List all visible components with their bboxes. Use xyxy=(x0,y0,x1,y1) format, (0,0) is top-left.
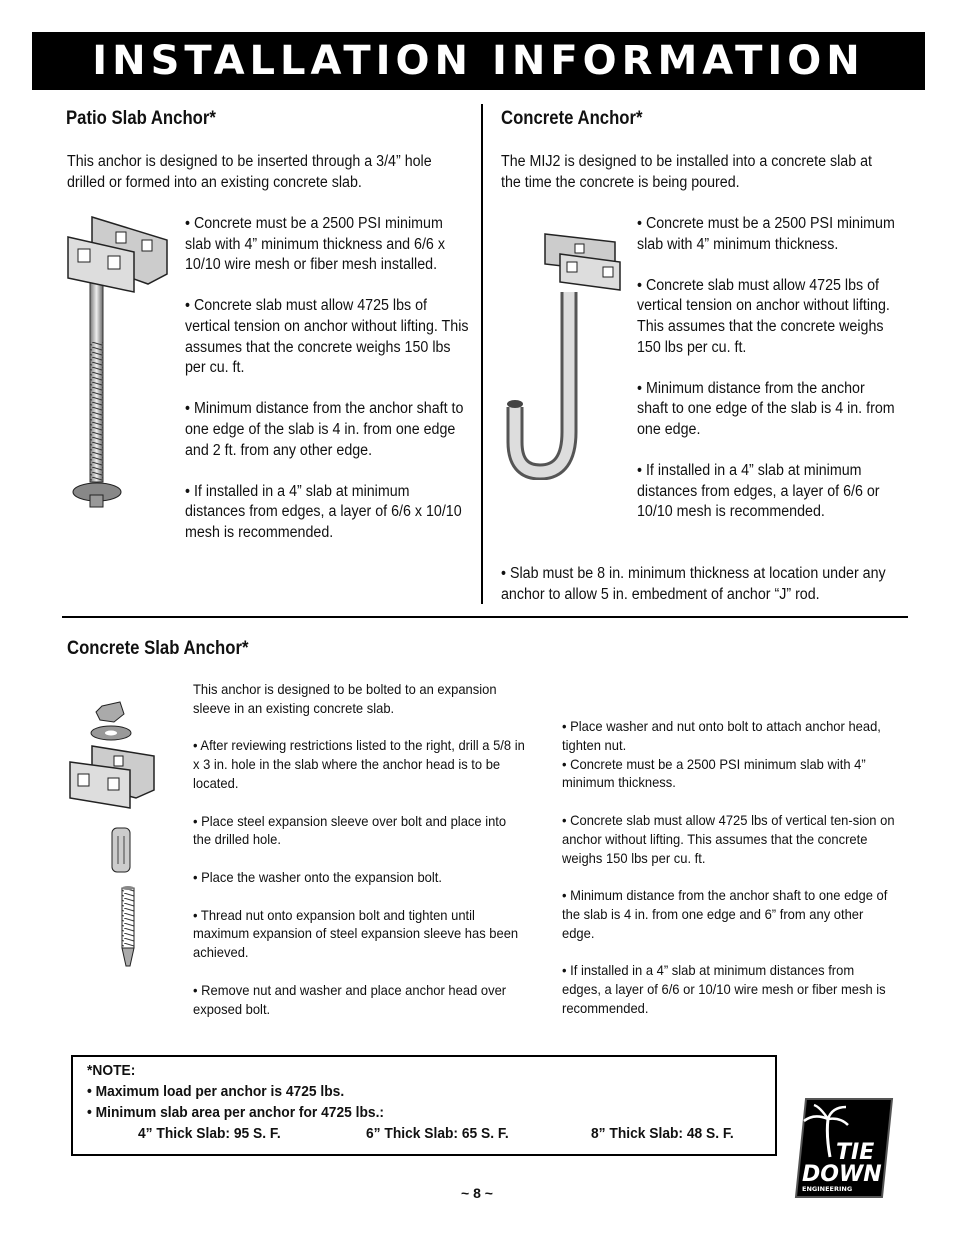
concrete-footer: • Slab must be 8 in. minimum thickness at location under any anchor to allow 5 in. embedment of anchor “J” rod. xyxy=(501,565,886,603)
slab-right-paragraph: • Place washer and nut onto bolt to attach anchor head, tighten nut. xyxy=(562,719,881,753)
slab-left-paragraph: • Place steel expansion sleeve over bolt and place into the drilled hole. xyxy=(193,813,507,848)
patio-bullet: • Concrete slab must allow 4725 lbs of vertical tension on anchor without lifting. This assumes that the concrete weighs 150 lbs per cu. ft. xyxy=(185,297,469,377)
logo-tie: TIE xyxy=(836,1140,875,1165)
slab-right-paragraph: • If installed in a 4” slab at minimum distances from edges, a layer of 6/6 or 10/10 wire mesh or fiber mesh is recommended. xyxy=(562,963,886,1016)
section-divider xyxy=(62,616,908,618)
concrete-heading: Concrete Anchor* xyxy=(501,108,643,129)
patio-intro: This anchor is designed to be inserted through a 3/4” hole drilled or formed into an existing concrete slab. xyxy=(67,153,432,191)
slab-right-paragraph: • Concrete must be a 2500 PSI minimum slab with 4” minimum thickness. xyxy=(562,756,866,791)
page-number: ~ 8 ~ xyxy=(461,1185,493,1201)
j-anchor-illustration xyxy=(505,222,625,480)
patio-anchor-illustration xyxy=(62,212,180,514)
concrete-bullet: • Concrete must be a 2500 PSI minimum slab with 4” minimum thickness. xyxy=(637,215,895,253)
slab-left-text xyxy=(193,681,528,1019)
logo-down: DOWN xyxy=(802,1162,882,1187)
concrete-bullet: • Concrete slab must allow 4725 lbs of vertical tension on anchor without lifting. This assumes that the concrete weighs 150 lbs per cu. ft. xyxy=(637,276,890,356)
slab-left-paragraph: • Remove nut and washer and place anchor head over exposed bolt. xyxy=(193,982,507,1017)
note-max-load: • Maximum load per anchor is 4725 lbs. xyxy=(87,1083,345,1100)
expansion-sleeve-icon xyxy=(112,828,130,872)
expansion-bolt-icon xyxy=(122,888,134,948)
slab-right-paragraph: • Minimum distance from the anchor shaft to one edge of the slab is 4 in. from one edge and 6” from any other edge. xyxy=(562,888,888,941)
slab-left-paragraph: • Place the washer onto the expansion bolt. xyxy=(193,869,442,885)
title-banner xyxy=(32,32,925,90)
slab-left-paragraph: This anchor is designed to be bolted to an expansion sleeve in an existing concrete slab. xyxy=(193,682,497,716)
slab-left-paragraph: • After reviewing restrictions listed to the right, drill a 5/8 in x 3 in. hole in the slab where the anchor head is to be located. xyxy=(193,738,525,791)
slab-right-text xyxy=(562,718,896,1019)
slab-heading: Concrete Slab Anchor* xyxy=(67,638,249,659)
slab-right-paragraph: • Concrete slab must allow 4725 lbs of vertical ten-sion on anchor without lifting. This assumes that the concrete weighs 150 lbs per cu. ft. xyxy=(562,812,895,866)
note-title: *NOTE: xyxy=(87,1062,136,1079)
logo-engineering: ENGINEERING xyxy=(802,1185,853,1193)
slab-left-paragraph: • Thread nut onto expansion bolt and tighten until maximum expansion of steel expansion sleeve has been achieved. xyxy=(193,907,519,961)
patio-bullets xyxy=(185,214,470,544)
page-title: INSTALLATION INFORMATION xyxy=(92,38,865,84)
concrete-intro: The MIJ2 is designed to be installed into a concrete slab at the time the concrete is being poured. xyxy=(501,153,872,191)
patio-heading: Patio Slab Anchor* xyxy=(66,108,216,129)
concrete-bullet: • Minimum distance from the anchor shaft to one edge of the slab is 4 in. from one edge. xyxy=(637,379,895,438)
slab-anchor-parts-illustration xyxy=(64,698,164,968)
concrete-bullets xyxy=(637,214,896,523)
patio-bullet: • Minimum distance from the anchor shaft to one edge of the slab is 4 in. from one edge and 2 ft. from any other edge. xyxy=(185,400,464,459)
note-4in-slab: 4” Thick Slab: 95 S. F. xyxy=(138,1125,281,1142)
patio-bullet: • If installed in a 4” slab at minimum distances from edges, a layer of 6/6 x 10/10 mesh is recommended. xyxy=(185,482,462,541)
nut-icon xyxy=(96,702,124,722)
note-min-area: • Minimum slab area per anchor for 4725 lbs.: xyxy=(87,1104,385,1121)
patio-bullet: • Concrete must be a 2500 PSI minimum slab with 4” minimum thickness and 6/6 x 10/10 wire mesh or fiber mesh installed. xyxy=(185,215,445,274)
column-divider xyxy=(481,104,483,604)
note-8in-slab: 8” Thick Slab: 48 S. F. xyxy=(591,1125,734,1142)
tie-down-logo xyxy=(792,1095,896,1201)
concrete-bullet: • If installed in a 4” slab at minimum distances from edges, a layer of 6/6 or 10/10 mesh is recommended. xyxy=(637,462,880,521)
note-6in-slab: 6” Thick Slab: 65 S. F. xyxy=(366,1125,509,1142)
